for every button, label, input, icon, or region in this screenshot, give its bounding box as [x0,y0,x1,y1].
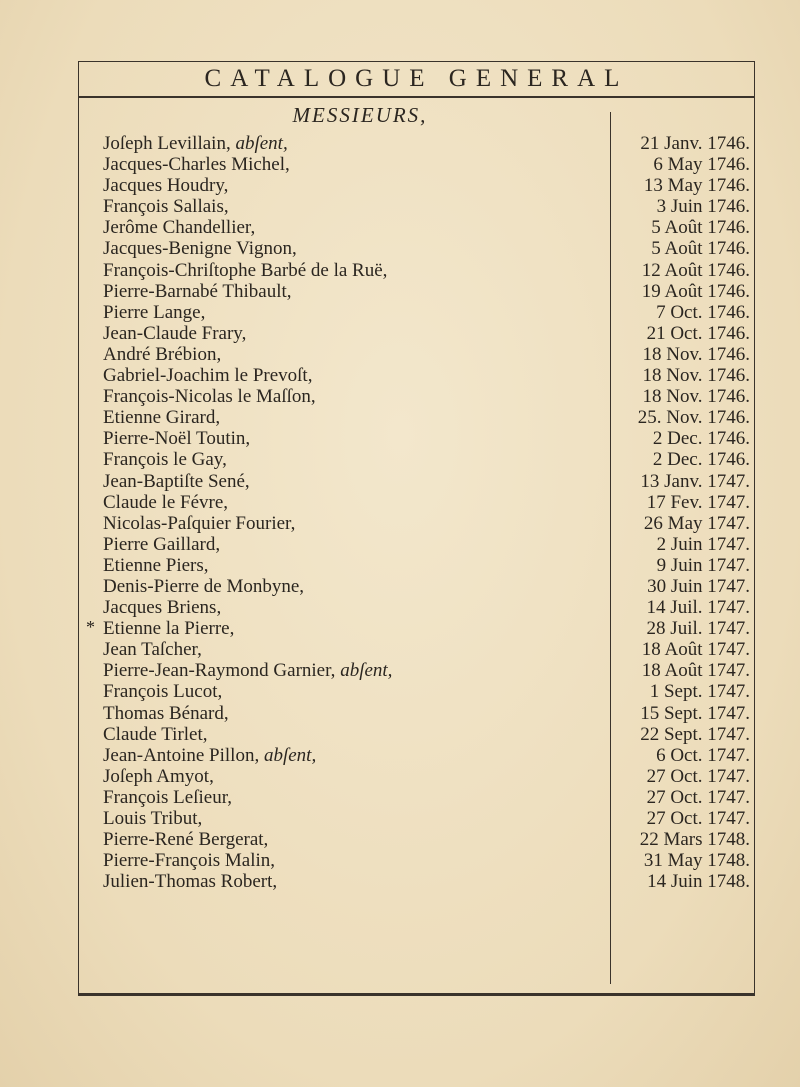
admission-date: 19 Août 1746. [641,280,750,302]
admission-date: 6 Oct. 1747. [656,744,750,766]
member-name: Denis-Pierre de Monbyne, [103,575,305,597]
name-entry [103,365,608,386]
admission-date: 18 Nov. 1746. [642,365,750,387]
admission-date: 5 Août 1746. [651,238,750,260]
absent-note: abſent, [235,133,288,154]
admission-date: 13 Janv. 1747. [640,470,750,492]
name-entry [103,386,608,407]
member-name: Jean-Baptiſte Sené, [103,470,250,492]
admission-date: 25. Nov. 1746. [637,407,750,429]
admission-date: 31 May 1748. [643,850,750,872]
member-name: Jean-Antoine Pillon, [103,744,260,766]
admission-date: 30 Juin 1747. [647,575,750,597]
name-entry [103,260,608,281]
header-rule [78,96,755,98]
name-entry [103,597,608,618]
member-name: François-Chriſtophe Barbé de la Ruë, [103,259,388,281]
name-entry [103,492,608,513]
admission-date: 18 Nov. 1746. [642,343,750,365]
asterisk-mark: * [86,617,95,638]
member-name: Thomas Bénard, [103,702,229,724]
admission-date: 18 Nov. 1746. [642,386,750,408]
name-entry [103,724,608,745]
name-entry [103,323,608,344]
member-name: André Brébion, [103,343,222,365]
member-name: Gabriel-Joachim le Prevoſt, [103,365,313,387]
member-name: Jerôme Chandellier, [103,217,256,239]
top-rule [78,61,755,62]
admission-date: 2 Dec. 1746. [652,449,750,471]
admission-date: 21 Janv. 1746. [640,133,750,154]
name-entry [103,217,608,238]
admission-date: 27 Oct. 1747. [646,786,750,808]
name-entry [103,175,608,196]
member-name: Louis Tribut, [103,808,203,829]
member-name: Joſeph Amyot, [103,765,214,787]
absent-note: abſent, [263,744,317,766]
name-entry [103,787,608,808]
admission-date: 17 Fev. 1747. [646,491,750,513]
member-name: François Leſieur, [103,786,233,808]
admission-date: 14 Juil. 1747. [646,597,750,619]
member-name: Pierre-René Bergerat, [103,829,269,851]
admission-date: 1 Sept. 1747. [649,681,750,703]
name-entry [103,133,608,154]
member-name: Joſeph Levillain, [103,133,231,154]
member-name: Etienne la Pierre, [103,618,235,640]
admission-date: 15 Sept. 1747. [640,702,750,724]
member-name: Pierre-Jean-Raymond Garnier, [103,660,336,682]
name-entry [103,154,608,175]
member-name: Pierre-Barnabé Thibault, [103,280,292,302]
admission-date: 28 Juil. 1747. [646,618,750,640]
member-name: Etienne Girard, [103,407,221,429]
member-name: Jean-Claude Frary, [103,322,247,344]
admission-date: 21 Oct. 1746. [646,322,750,344]
name-entry [103,196,608,217]
admission-date: 3 Juin 1746. [656,196,750,218]
name-entry [103,344,608,365]
member-name: Julien-Thomas Robert, [103,871,278,893]
admission-date: 9 Juin 1747. [656,554,750,576]
admission-date: 5 Août 1746. [651,217,750,239]
name-entry [103,428,608,449]
member-name: François le Gay, [103,449,227,471]
name-entry [103,407,608,428]
admission-date: 2 Dec. 1746. [652,428,750,450]
page-title: CATALOGUE GENERAL [204,65,629,92]
column-divider [610,112,611,984]
admission-date: 6 May 1746. [653,154,750,176]
name-entry [103,555,608,576]
name-entry [103,829,608,850]
member-name: Jacques Briens, [103,597,222,619]
member-name: François-Nicolas le Maſſon, [103,386,316,408]
member-name: Pierre-François Malin, [103,850,276,872]
name-entry [103,449,608,470]
names-column [103,133,608,892]
absent-note: abſent, [340,660,393,682]
admission-date: 14 Juin 1748. [647,871,750,893]
name-entry [103,808,608,829]
admission-date: 22 Mars 1748. [639,829,750,851]
name-entry [103,871,608,892]
admission-date: 13 May 1746. [643,175,750,197]
admission-date: 18 Août 1747. [641,660,750,682]
name-entry [103,238,608,259]
member-name: Jacques-Benigne Vignon, [103,238,297,260]
member-name: Claude Tirlet, [103,723,208,745]
member-name: Pierre-Noël Toutin, [103,428,251,450]
bottom-rule [78,993,755,996]
member-name: Jacques-Charles Michel, [103,154,290,176]
section-heading: MESSIEURS, [292,103,428,127]
admission-date: 12 Août 1746. [641,259,750,281]
name-entry [103,745,608,766]
admission-date: 7 Oct. 1746. [656,301,750,323]
admission-date: 27 Oct. 1747. [646,808,750,829]
admission-date: 22 Sept. 1747. [640,723,750,745]
member-name: François Lucot, [103,681,223,703]
name-entry [103,703,608,724]
member-name: François Sallais, [103,196,229,218]
admission-date: 18 Août 1747. [641,639,750,661]
name-entry [103,850,608,871]
admission-date: 27 Oct. 1747. [646,765,750,787]
name-entry [103,576,608,597]
member-name: Pierre Lange, [103,301,206,323]
name-entry [103,766,608,787]
name-entry [103,639,608,660]
name-entry [103,513,608,534]
member-name: Claude le Févre, [103,491,229,513]
member-name: Pierre Gaillard, [103,533,221,555]
name-entry [103,471,608,492]
member-name: Jacques Houdry, [103,175,229,197]
admission-date: 2 Juin 1747. [656,533,750,555]
member-name: Nicolas-Paſquier Fourier, [103,512,296,534]
name-entry [103,618,608,639]
name-entry [103,534,608,555]
name-entry [103,302,608,323]
name-entry [103,281,608,302]
name-entry [103,660,608,681]
member-name: Jean Taſcher, [103,639,202,661]
admission-date: 26 May 1747. [643,512,750,534]
member-name: Etienne Piers, [103,554,209,576]
name-entry [103,681,608,702]
dates-column [612,133,754,892]
